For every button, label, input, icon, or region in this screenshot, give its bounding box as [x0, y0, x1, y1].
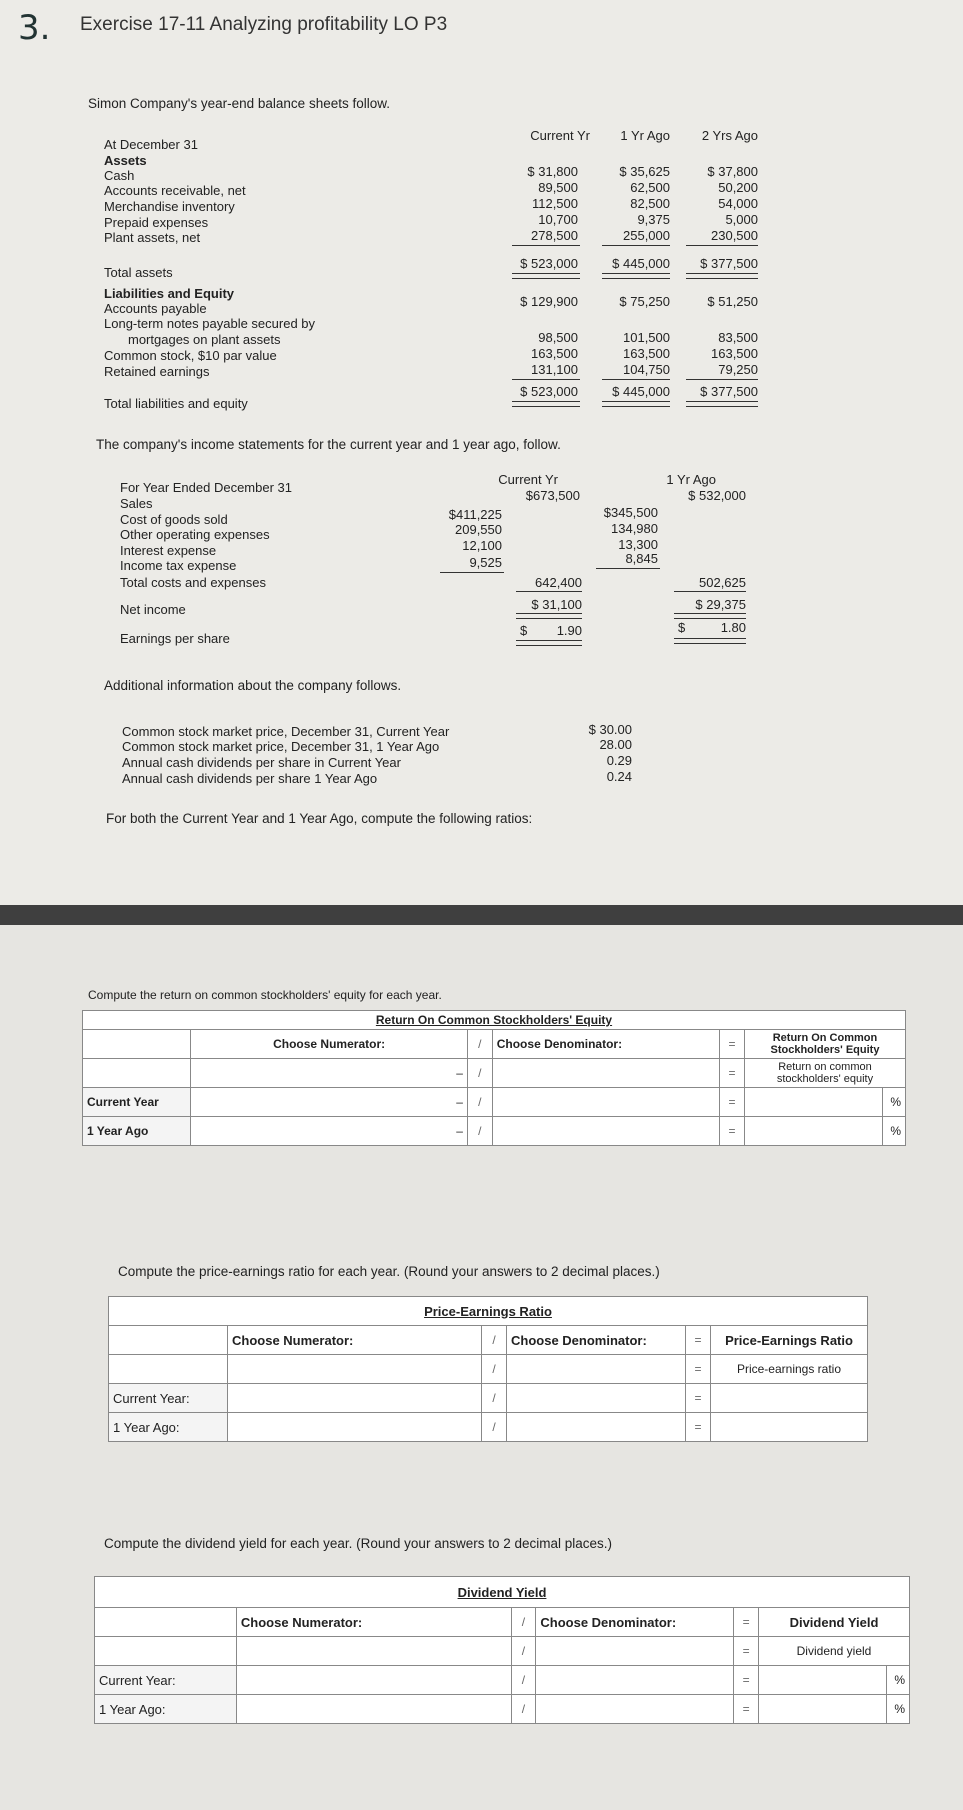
bs-cell: 163,500 [711, 346, 758, 361]
roe-result-input-prior[interactable] [744, 1117, 882, 1146]
dy-denominator-input-current[interactable] [536, 1666, 734, 1695]
pe-blank [109, 1355, 228, 1384]
is-eps-sign: $ [520, 623, 528, 638]
roe-blank [83, 1030, 191, 1059]
underline [602, 245, 670, 246]
bs-row-label: Merchandise inventory [104, 199, 235, 214]
dy-result-input-current[interactable] [759, 1666, 887, 1695]
additional-value: 28.00 [599, 737, 632, 752]
roe-minus: – [456, 1095, 463, 1109]
dy-denominator-input-prior[interactable] [536, 1695, 734, 1724]
bs-total-le-label: Total liabilities and equity [104, 396, 248, 411]
roe-table [82, 1010, 906, 1146]
pe-divide-sign: / [482, 1326, 507, 1355]
roe-row-1-year-ago: 1 Year Ago [83, 1117, 191, 1146]
is-cell: $345,500 [603, 505, 658, 520]
bs-date-label: At December 31 [104, 137, 198, 152]
bs-cell: 163,500 [531, 346, 578, 361]
roe-equals-sign: = [720, 1059, 745, 1088]
double-underline [512, 401, 580, 407]
bs-row-label: Prepaid expenses [104, 215, 209, 230]
bs-cell: 101,500 [623, 330, 670, 345]
underline [512, 245, 580, 246]
underline [686, 379, 758, 380]
roe-denominator-input-prior[interactable] [492, 1117, 719, 1146]
additional-label: Common stock market price, December 31, 1 Year Ago [122, 739, 440, 754]
roe-denominator-select[interactable] [492, 1059, 719, 1088]
bs-cell: 255,000 [623, 228, 670, 243]
is-sales-label: Sales [120, 496, 153, 511]
pe-title: Price-Earnings Ratio [109, 1297, 868, 1326]
bs-cell: $ 37,800 [707, 164, 758, 179]
double-underline [674, 638, 746, 644]
pe-row-1-year-ago: 1 Year Ago: [109, 1413, 228, 1442]
roe-blank [83, 1059, 191, 1088]
roe-result-input-current[interactable] [744, 1088, 882, 1117]
dy-denominator-header: Choose Denominator: [536, 1608, 734, 1637]
dy-result-input-prior[interactable] [759, 1695, 887, 1724]
underline [602, 379, 670, 380]
dy-percent-sign: % [886, 1695, 909, 1724]
is-eps-label: Earnings per share [120, 631, 230, 646]
is-cell: 1.80 [720, 620, 746, 635]
bs-cell: 230,500 [711, 228, 758, 243]
is-cell: $ 31,100 [531, 597, 582, 612]
dy-equals-sign: = [734, 1637, 759, 1666]
pe-divide-sign: / [482, 1355, 507, 1384]
underline [516, 591, 582, 592]
bs-cell: 62,500 [630, 180, 670, 195]
bs-cell: $ 445,000 [612, 256, 670, 271]
pe-denominator-header: Choose Denominator: [507, 1326, 686, 1355]
roe-denominator-header: Choose Denominator: [492, 1030, 719, 1059]
double-underline [674, 613, 746, 619]
bs-assets-heading: Assets [104, 153, 147, 168]
bs-cell: 79,250 [718, 362, 758, 377]
pe-row-current-year: Current Year: [109, 1384, 228, 1413]
pe-divide-sign: / [482, 1413, 507, 1442]
is-eps-sign: $ [678, 620, 686, 635]
double-underline [686, 401, 758, 407]
double-underline [602, 401, 670, 407]
is-cell: $673,500 [525, 488, 580, 503]
ratios-instruction: For both the Current Year and 1 Year Ago, compute the following ratios: [106, 811, 533, 826]
is-cell: $ 29,375 [695, 597, 746, 612]
is-cell: 8,845 [625, 551, 658, 566]
is-row-label: Income tax expense [120, 558, 237, 573]
dy-equals-sign: = [734, 1695, 759, 1724]
pe-numerator-input-current[interactable] [228, 1384, 482, 1413]
roe-numerator-select[interactable] [191, 1059, 468, 1088]
pe-equals-sign: = [686, 1355, 711, 1384]
roe-prompt: Compute the return on common stockholders' equity for each year. [88, 988, 442, 1002]
bs-cell: $ 51,250 [707, 294, 758, 309]
bs-row-label: Retained earnings [104, 364, 210, 379]
pe-numerator-header: Choose Numerator: [228, 1326, 482, 1355]
dy-percent-sign: % [886, 1666, 909, 1695]
is-row-label: Interest expense [120, 543, 217, 558]
bs-cell: 163,500 [623, 346, 670, 361]
dy-table [94, 1576, 910, 1724]
bs-row-label: Accounts receivable, net [104, 183, 246, 198]
dy-equals-sign: = [734, 1608, 759, 1637]
bs-cell: $ 445,000 [612, 384, 670, 399]
roe-divide-sign: / [467, 1059, 492, 1088]
pe-numerator-input-prior[interactable] [228, 1413, 482, 1442]
bs-cell: 104,750 [623, 362, 670, 377]
roe-percent-sign: % [883, 1117, 906, 1146]
bs-cell: 50,200 [718, 180, 758, 195]
bs-row-label: Accounts payable [104, 301, 207, 316]
page-divider [0, 905, 963, 927]
pe-divide-sign: / [482, 1384, 507, 1413]
is-cell: $411,225 [448, 507, 502, 522]
is-cell: 642,400 [535, 575, 582, 590]
bs-col-2yr: 2 Yrs Ago [701, 128, 758, 143]
exercise-title: Exercise 17-11 Analyzing profitability LO P3 [80, 14, 448, 35]
dy-result-header: Dividend Yield [759, 1608, 910, 1637]
is-row-label: Other operating expenses [120, 527, 270, 542]
pe-prompt: Compute the price-earnings ratio for each year. (Round your answers to 2 decimal places.) [118, 1264, 660, 1279]
roe-title: Return On Common Stockholders' Equity [83, 1011, 906, 1030]
double-underline [686, 273, 758, 279]
roe-divide-sign: / [467, 1030, 492, 1059]
dy-prompt: Compute the dividend yield for each year. (Round your answers to 2 decimal places.) [104, 1536, 613, 1551]
is-cell: 9,525 [469, 555, 502, 570]
bs-cell: 83,500 [718, 330, 758, 345]
roe-equals-sign: = [720, 1088, 745, 1117]
is-cell: 209,550 [455, 522, 502, 537]
dy-blank [95, 1608, 237, 1637]
pe-blank [109, 1326, 228, 1355]
underline [512, 379, 580, 380]
roe-divide-sign: / [467, 1088, 492, 1117]
dy-blank [95, 1637, 237, 1666]
roe-result-subheader: Return on common stockholders' equity [744, 1059, 905, 1088]
additional-value: 0.24 [606, 769, 632, 784]
bs-cell: 112,500 [531, 196, 578, 211]
is-total-costs-label: Total costs and expenses [120, 575, 266, 590]
roe-equals-sign: = [720, 1117, 745, 1146]
bs-col-1yr: 1 Yr Ago [620, 128, 670, 143]
pe-result-subheader: Price-earnings ratio [711, 1355, 868, 1384]
dy-equals-sign: = [734, 1666, 759, 1695]
pe-table [108, 1296, 868, 1442]
income-intro: The company's income statements for the current year and 1 year ago, follow. [96, 437, 561, 452]
pe-denominator-input-prior[interactable] [507, 1413, 686, 1442]
is-cell: 134,980 [611, 521, 658, 536]
bs-row-label: Long-term notes payable secured by [104, 316, 316, 331]
is-cell: $ 532,000 [688, 488, 746, 503]
dy-numerator-input-prior[interactable] [236, 1695, 511, 1724]
pe-result-header: Price-Earnings Ratio [711, 1326, 868, 1355]
dy-divide-sign: / [511, 1666, 536, 1695]
bs-cell: $ 377,500 [700, 384, 758, 399]
roe-minus: – [456, 1124, 463, 1138]
additional-intro: Additional information about the company follows. [104, 678, 402, 693]
double-underline [602, 273, 670, 279]
dy-divide-sign: / [511, 1695, 536, 1724]
double-underline [516, 640, 582, 646]
bs-row-label: mortgages on plant assets [128, 332, 281, 347]
bs-cell: 9,375 [637, 212, 670, 227]
bs-cell: $ 31,800 [527, 164, 578, 179]
bs-cell: $ 35,625 [619, 164, 670, 179]
bs-cell: 278,500 [531, 228, 578, 243]
bs-cell: $ 129,900 [520, 294, 578, 309]
bs-row-label: Plant assets, net [104, 230, 201, 245]
is-cell: 502,625 [699, 575, 746, 590]
balance-intro: Simon Company's year-end balance sheets follow. [88, 96, 390, 111]
dy-denominator-select[interactable] [536, 1637, 734, 1666]
roe-equals-sign: = [720, 1030, 745, 1059]
bs-cell: 89,500 [538, 180, 578, 195]
bs-cell: 98,500 [538, 330, 578, 345]
bs-cell: 5,000 [725, 212, 758, 227]
is-row-label: Cost of goods sold [120, 512, 228, 527]
roe-numerator-input-current[interactable] [191, 1088, 468, 1117]
underline [674, 591, 746, 592]
roe-minus: – [456, 1066, 463, 1080]
double-underline [516, 613, 582, 619]
pe-equals-sign: = [686, 1413, 711, 1442]
roe-row-current-year: Current Year [83, 1088, 191, 1117]
is-cell: 12,100 [462, 538, 502, 553]
underline [596, 568, 660, 569]
dy-title: Dividend Yield [95, 1577, 910, 1608]
underline [440, 572, 504, 573]
dy-numerator-select[interactable] [236, 1637, 511, 1666]
is-cell: 1.90 [556, 623, 582, 638]
bs-cell: 54,000 [718, 196, 758, 211]
roe-numerator-input-prior[interactable] [191, 1117, 468, 1146]
additional-value: $ 30.00 [588, 722, 632, 737]
is-col-1yr: 1 Yr Ago [666, 472, 716, 487]
bs-row-label: Common stock, $10 par value [104, 348, 277, 363]
handwritten-number: 3. [18, 8, 51, 48]
bs-cell: 82,500 [630, 196, 670, 211]
dy-numerator-header: Choose Numerator: [236, 1608, 511, 1637]
bs-cell: $ 523,000 [520, 256, 578, 271]
underline [686, 245, 758, 246]
additional-value: 0.29 [606, 753, 632, 768]
bs-cell: 10,700 [538, 212, 578, 227]
dy-numerator-input-current[interactable] [236, 1666, 511, 1695]
is-cell: 13,300 [618, 537, 658, 552]
pe-denominator-input-current[interactable] [507, 1384, 686, 1413]
dy-divide-sign: / [511, 1637, 536, 1666]
dy-divide-sign: / [511, 1608, 536, 1637]
pe-denominator-select[interactable] [507, 1355, 686, 1384]
dy-row-1-year-ago: 1 Year Ago: [95, 1695, 237, 1724]
bs-cell: $ 523,000 [520, 384, 578, 399]
roe-percent-sign: % [883, 1088, 906, 1117]
dy-row-current-year: Current Year: [95, 1666, 237, 1695]
pe-result-input-current[interactable] [711, 1384, 868, 1413]
bs-cell: $ 377,500 [700, 256, 758, 271]
is-col-current: Current Yr [498, 472, 558, 487]
pe-numerator-select[interactable] [228, 1355, 482, 1384]
pe-equals-sign: = [686, 1326, 711, 1355]
is-net-income-label: Net income [120, 602, 186, 617]
bs-col-current: Current Yr [530, 128, 590, 143]
pe-result-input-prior[interactable] [711, 1413, 868, 1442]
additional-label: Annual cash dividends per share in Current Year [122, 755, 401, 770]
roe-result-header: Return On Common Stockholders' Equity [744, 1030, 905, 1059]
pe-equals-sign: = [686, 1384, 711, 1413]
additional-label: Annual cash dividends per share 1 Year Ago [122, 771, 378, 786]
bs-cell: $ 75,250 [619, 294, 670, 309]
double-underline [512, 273, 580, 279]
additional-label: Common stock market price, December 31, Current Year [122, 724, 450, 739]
roe-denominator-input-current[interactable] [492, 1088, 719, 1117]
bs-row-label: Cash [104, 168, 135, 183]
roe-divide-sign: / [467, 1117, 492, 1146]
bs-cell: 131,100 [531, 362, 578, 377]
bs-total-assets-label: Total assets [104, 265, 173, 280]
dy-result-subheader: Dividend yield [759, 1637, 910, 1666]
roe-numerator-header: Choose Numerator: [191, 1030, 468, 1059]
bs-liab-heading: Liabilities and Equity [104, 286, 235, 301]
is-period-label: For Year Ended December 31 [120, 480, 292, 495]
